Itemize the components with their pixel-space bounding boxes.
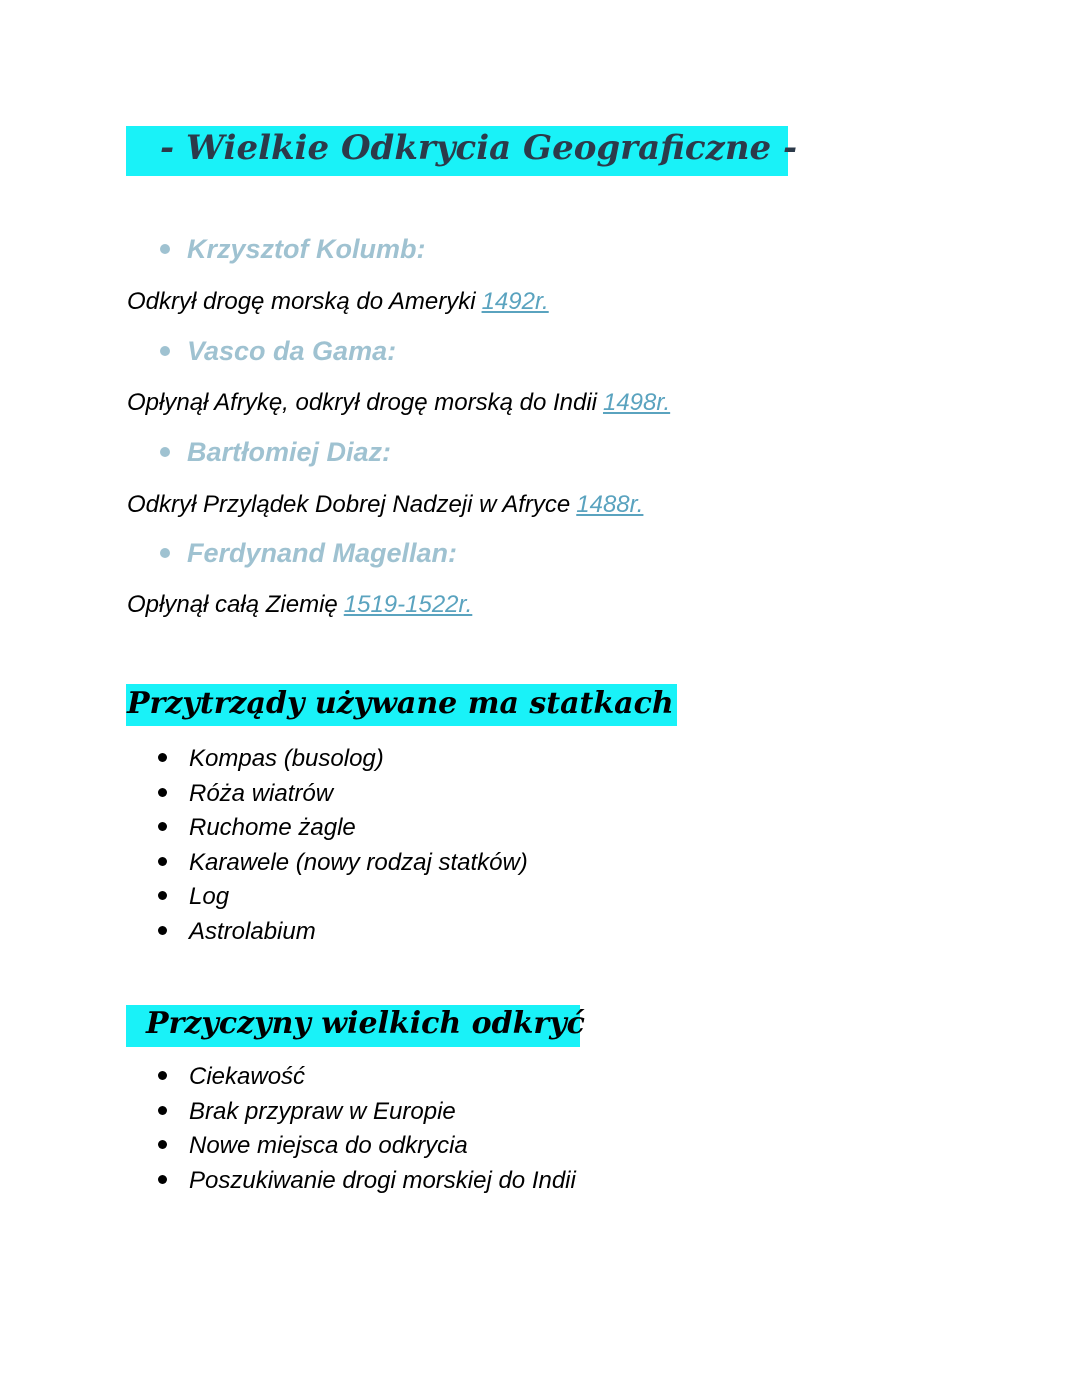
explorer-fact [127, 389, 670, 417]
list-item [158, 811, 528, 846]
list-item [158, 742, 528, 777]
explorer-name [160, 437, 391, 468]
bullet-icon [160, 447, 170, 457]
fact-text: Opłynął Afrykę, odkrył drogę morską do Indii [127, 389, 597, 416]
bullet-icon [158, 891, 167, 900]
bullet-icon [158, 788, 167, 797]
explorer-name [160, 336, 396, 367]
bullet-icon [158, 926, 167, 935]
list-item-text: Astrolabium [189, 917, 316, 945]
bullet-icon [158, 1071, 167, 1080]
fact-text: Opłynął całą Ziemię [127, 591, 338, 618]
explorer-name-text: Bartłomiej Diaz: [187, 437, 392, 467]
explorer-name [160, 234, 426, 265]
explorer-fact [127, 591, 472, 619]
list-item [158, 915, 528, 950]
bullet-icon [158, 1140, 167, 1149]
list-item-text: Ruchome żagle [189, 814, 356, 841]
year-link[interactable]: 1519-1522r. [343, 591, 473, 618]
explorer-fact [127, 491, 643, 519]
list-item-text: Poszukiwanie drogi morskiej do Indii [189, 1166, 576, 1194]
year-link[interactable]: 1488r. [576, 491, 644, 518]
bullet-icon [158, 822, 167, 831]
explorer-fact [127, 288, 549, 316]
list-item-text: Log [189, 883, 230, 910]
fact-text: Odkrył drogę morską do Ameryki [127, 288, 476, 315]
bullet-icon [158, 857, 167, 866]
causes-list [158, 1060, 576, 1198]
bullet-icon [160, 244, 170, 254]
list-item-text: Róża wiatrów [189, 779, 334, 807]
bullet-icon [158, 753, 167, 762]
bullet-icon [158, 1106, 167, 1115]
page-title: - Wielkie Odkrycia Geograficzne - [160, 128, 798, 168]
list-item-text: Nowe miejsca do odkrycia [189, 1132, 468, 1159]
explorer-name [160, 538, 457, 569]
list-item [158, 880, 528, 915]
year-link[interactable]: 1498r. [602, 389, 671, 416]
instruments-list [158, 742, 528, 949]
list-item [158, 1095, 576, 1130]
list-item [158, 777, 528, 812]
list-item-text: Ciekawość [189, 1063, 306, 1090]
explorer-name-text: Ferdynand Magellan: [187, 538, 458, 568]
list-item-text: Karawele (nowy rodzaj statków) [189, 848, 528, 876]
bullet-icon [160, 346, 170, 356]
explorer-name-text: Vasco da Gama: [187, 336, 397, 366]
list-item-text: Brak przypraw w Europie [189, 1097, 456, 1125]
causes-heading: Przyczyny wielkich odkryć [146, 1006, 585, 1041]
year-link[interactable]: 1492r. [481, 288, 549, 315]
explorer-name-text: Krzysztof Kolumb: [187, 234, 426, 264]
instruments-heading: Przytrządy używane ma statkach [127, 686, 674, 721]
bullet-icon [160, 548, 170, 558]
fact-text: Odkrył Przylądek Dobrej Nadzeji w Afryce [127, 491, 571, 518]
list-item [158, 1060, 576, 1095]
list-item [158, 1129, 576, 1164]
list-item [158, 846, 528, 881]
list-item-text: Kompas (busolog) [189, 745, 384, 772]
list-item [158, 1164, 576, 1199]
bullet-icon [158, 1175, 167, 1184]
